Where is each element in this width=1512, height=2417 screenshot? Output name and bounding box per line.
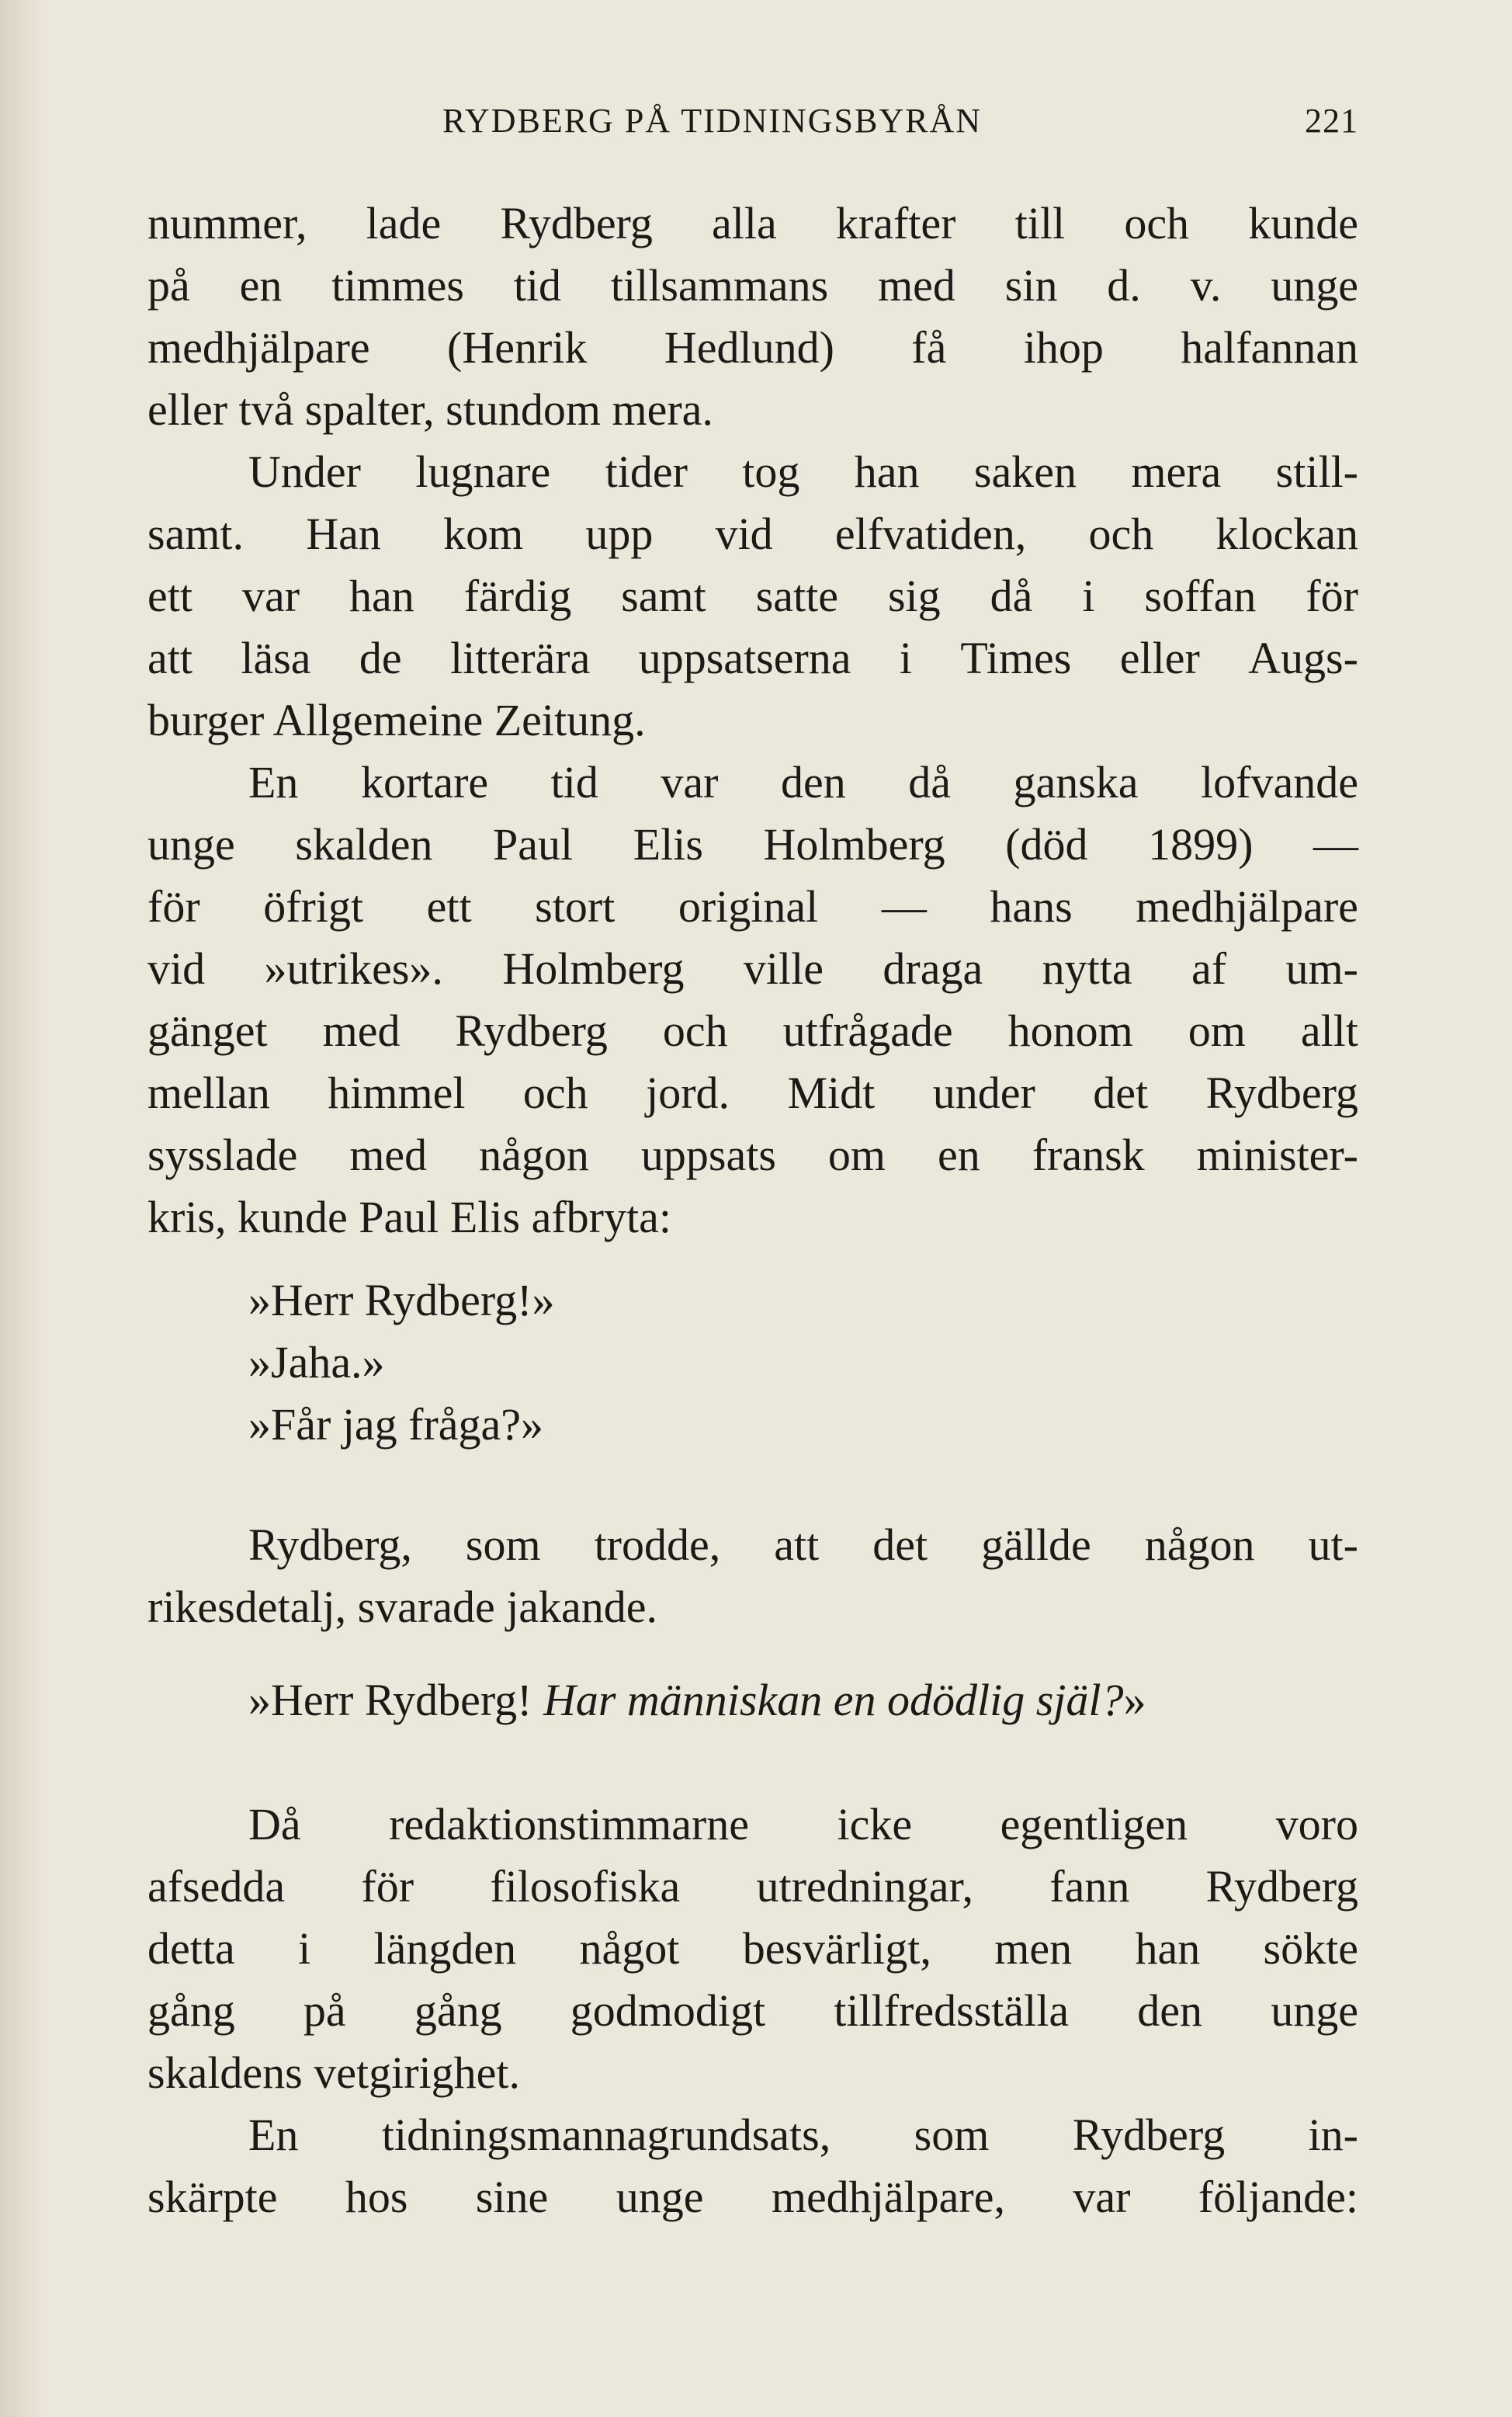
text-line: gång på gång godmodigt tillfredsställa den unge: [147, 1985, 1358, 2036]
text-line: En tidningsmannagrundsats, som Rydberg in-: [248, 2110, 1358, 2160]
text-line: afsedda för filosofiska utredningar, fann Rydberg: [147, 1861, 1358, 1912]
text-line: Då redaktionstimmarne icke egentligen voro: [248, 1799, 1358, 1849]
body-text-block-2: [147, 1514, 1358, 1638]
dialogue-line: »Jaha.»: [248, 1337, 385, 1387]
dialogue-line: »Får jag fråga?»: [248, 1399, 544, 1450]
text-line: Rydberg, som trodde, att det gällde någon ut-: [248, 1519, 1358, 1570]
running-head: RYDBERG PÅ TIDNINGSBYRÅN: [442, 102, 983, 140]
body-text-block-1: [147, 193, 1358, 1248]
text-line: mellan himmel och jord. Midt under det Rydberg: [147, 1068, 1358, 1118]
page-gutter-shade: [0, 0, 47, 2417]
text-line: sysslade med någon uppsats om en fransk minister-: [147, 1130, 1358, 1180]
text-line: nummer, lade Rydberg alla krafter till och kunde: [147, 198, 1358, 248]
quote-line: [147, 1669, 1358, 1731]
page-header: [147, 101, 1358, 155]
dialogue-line: »Herr Rydberg!»: [248, 1275, 555, 1325]
body-text-block-3: [147, 1794, 1358, 2228]
text-line: En kortare tid var den då ganska lofvande: [248, 757, 1358, 807]
text-line: att läsa de litterära uppsatserna i Times eller Augs-: [147, 633, 1358, 683]
text-line: detta i längden något besvärligt, men han sökte: [147, 1923, 1358, 1974]
text-line: skärpte hos sine unge medhjälpare, var följande:: [147, 2172, 1358, 2222]
text-line: rikesdetalj, svarade jakande.: [147, 1582, 658, 1632]
text-line: gänget med Rydberg och utfrågade honom om allt: [147, 1005, 1358, 1056]
text-line: burger Allgemeine Zeitung.: [147, 695, 646, 745]
text-line: skaldens vetgirighet.: [147, 2047, 521, 2098]
text-line: medhjälpare (Henrik Hedlund) få ihop halfannan: [147, 322, 1358, 373]
text-line: eller två spalter, stundom mera.: [147, 384, 713, 435]
quote-block: [147, 1669, 1358, 1731]
text-line: Under lugnare tider tog han saken mera still-: [248, 446, 1358, 497]
text-line: ett var han färdig samt satte sig då i soffan för: [147, 571, 1358, 621]
text-line: kris, kunde Paul Elis afbryta:: [147, 1192, 671, 1242]
quote-suffix: »: [1123, 1675, 1146, 1725]
text-line: unge skalden Paul Elis Holmberg (död 1899) —: [147, 819, 1358, 870]
text-line: samt. Han kom upp vid elfvatiden, och klockan: [147, 509, 1358, 559]
quote-prefix: »Herr Rydberg!: [248, 1675, 543, 1725]
dialogue-block: [147, 1269, 1358, 1456]
page-number: 221: [1305, 102, 1358, 140]
text-line: på en timmes tid tillsammans med sin d. v. unge: [147, 260, 1358, 311]
text-line: vid »utrikes». Holmberg ville draga nytta af um-: [147, 943, 1358, 994]
quote-italic: Har människan en odödlig själ?: [543, 1675, 1124, 1725]
text-line: för öfrigt ett stort original — hans medhjälpare: [147, 881, 1358, 932]
